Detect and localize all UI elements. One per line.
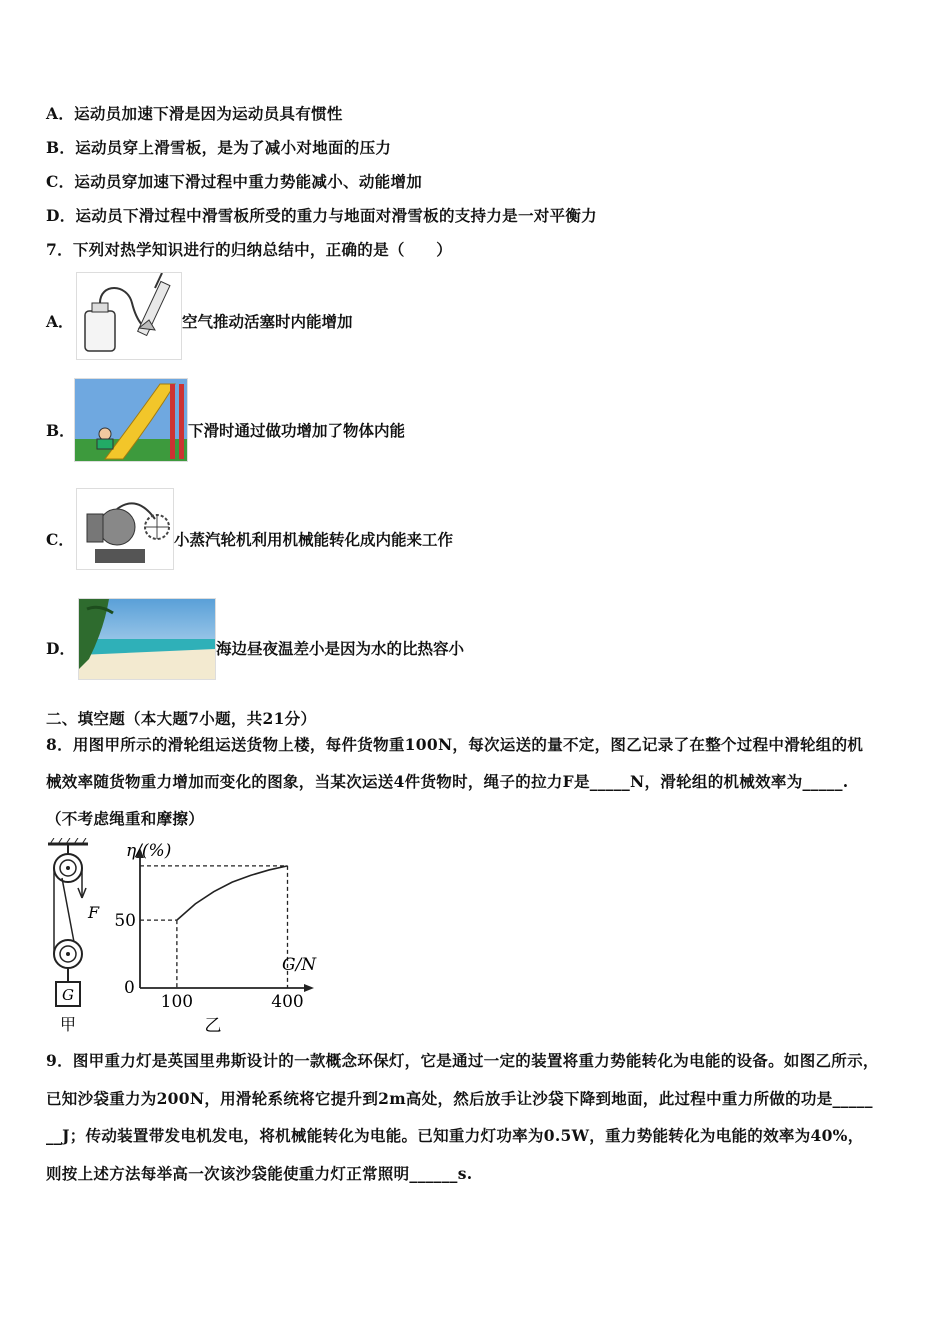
y-tick-label: 50 — [114, 911, 136, 932]
q6-option-a: A．运动员加速下滑是因为运动员具有惯性 — [46, 104, 343, 123]
q7-option-d-label: D． — [46, 639, 75, 658]
caption-yi: 乙 — [204, 1016, 222, 1036]
q6-option-d: D．运动员下滑过程中滑雪板所受的重力与地面对滑雪板的支持力是一对平衡力 — [46, 206, 597, 225]
q9-line-3: __J；传动装置带发电机发电，将机械能转化为电能。已知重力灯功率为0.5W，重力势能转化为电能的效率为40%， — [46, 1126, 864, 1145]
q7-option-c-label: C． — [46, 530, 74, 549]
x-axis-arrow — [304, 984, 314, 992]
q6-option-b: B．运动员穿上滑雪板，是为了减小对地面的压力 — [46, 138, 392, 157]
efficiency-curve — [177, 866, 288, 920]
slide-image — [74, 378, 188, 462]
q9-line-1: 9．图甲重力灯是英国里弗斯设计的一款概念环保灯，它是通过一定的装置将重力势能转化为电能的设备。如图乙所示， — [46, 1051, 879, 1070]
q7-option-a-label: A． — [46, 312, 74, 331]
bottle-pump-image — [76, 272, 182, 360]
x-tick-label: 400 — [271, 992, 304, 1012]
section-title: 二、填空题（本大题7小题，共21分） — [46, 709, 317, 728]
origin-label: 0 — [124, 978, 135, 998]
q7-stem: 7．下列对热学知识进行的归纳总结中，正确的是（ ） — [46, 240, 453, 259]
efficiency-chart — [108, 836, 328, 1036]
q7-option-c-text: 小蒸汽轮机利用机械能转化成内能来工作 — [174, 530, 454, 549]
x-axis-label: G/N — [282, 955, 317, 975]
steam-turbine-image — [76, 488, 174, 570]
block-label: G — [62, 986, 74, 1004]
q7-option-d-text: 海边昼夜温差小是因为水的比热容小 — [216, 639, 465, 658]
q7-option-a-text: 空气推动活塞时内能增加 — [182, 312, 353, 331]
q9-line-4: 则按上述方法每举高一次该沙袋能使重力灯正常照明______s. — [46, 1164, 473, 1183]
q7-option-b-text: 下滑时通过做功增加了物体内能 — [188, 421, 406, 440]
q6-option-c: C．运动员穿加速下滑过程中重力势能减小、动能增加 — [46, 172, 423, 191]
q7-option-b-label: B． — [46, 421, 75, 440]
y-axis-label: η/(%) — [126, 841, 172, 861]
force-label: F — [88, 903, 100, 922]
q8-line-1: 8．用图甲所示的滑轮组运送货物上楼，每件货物重100N，每次运送的量不定，图乙记录了在整个过程中滑轮组的机 — [46, 735, 864, 754]
caption-jia: 甲 — [59, 1015, 77, 1034]
q8-line-2: 械效率随货物重力增加而变化的图象，当某次运送4件货物时，绳子的拉力F是_____N，滑轮组的机械效率为_____. — [46, 772, 849, 791]
pulley-system-figure — [40, 838, 110, 1034]
x-tick-label: 100 — [160, 992, 194, 1012]
q8-line-3: （不考虑绳重和摩擦） — [46, 809, 205, 828]
beach-image — [78, 598, 216, 680]
q9-line-2: 已知沙袋重力为200N，用滑轮系统将它提升到2m高处，然后放手让沙袋下降到地面，此过程中重力所做的功是_____ — [46, 1089, 873, 1108]
